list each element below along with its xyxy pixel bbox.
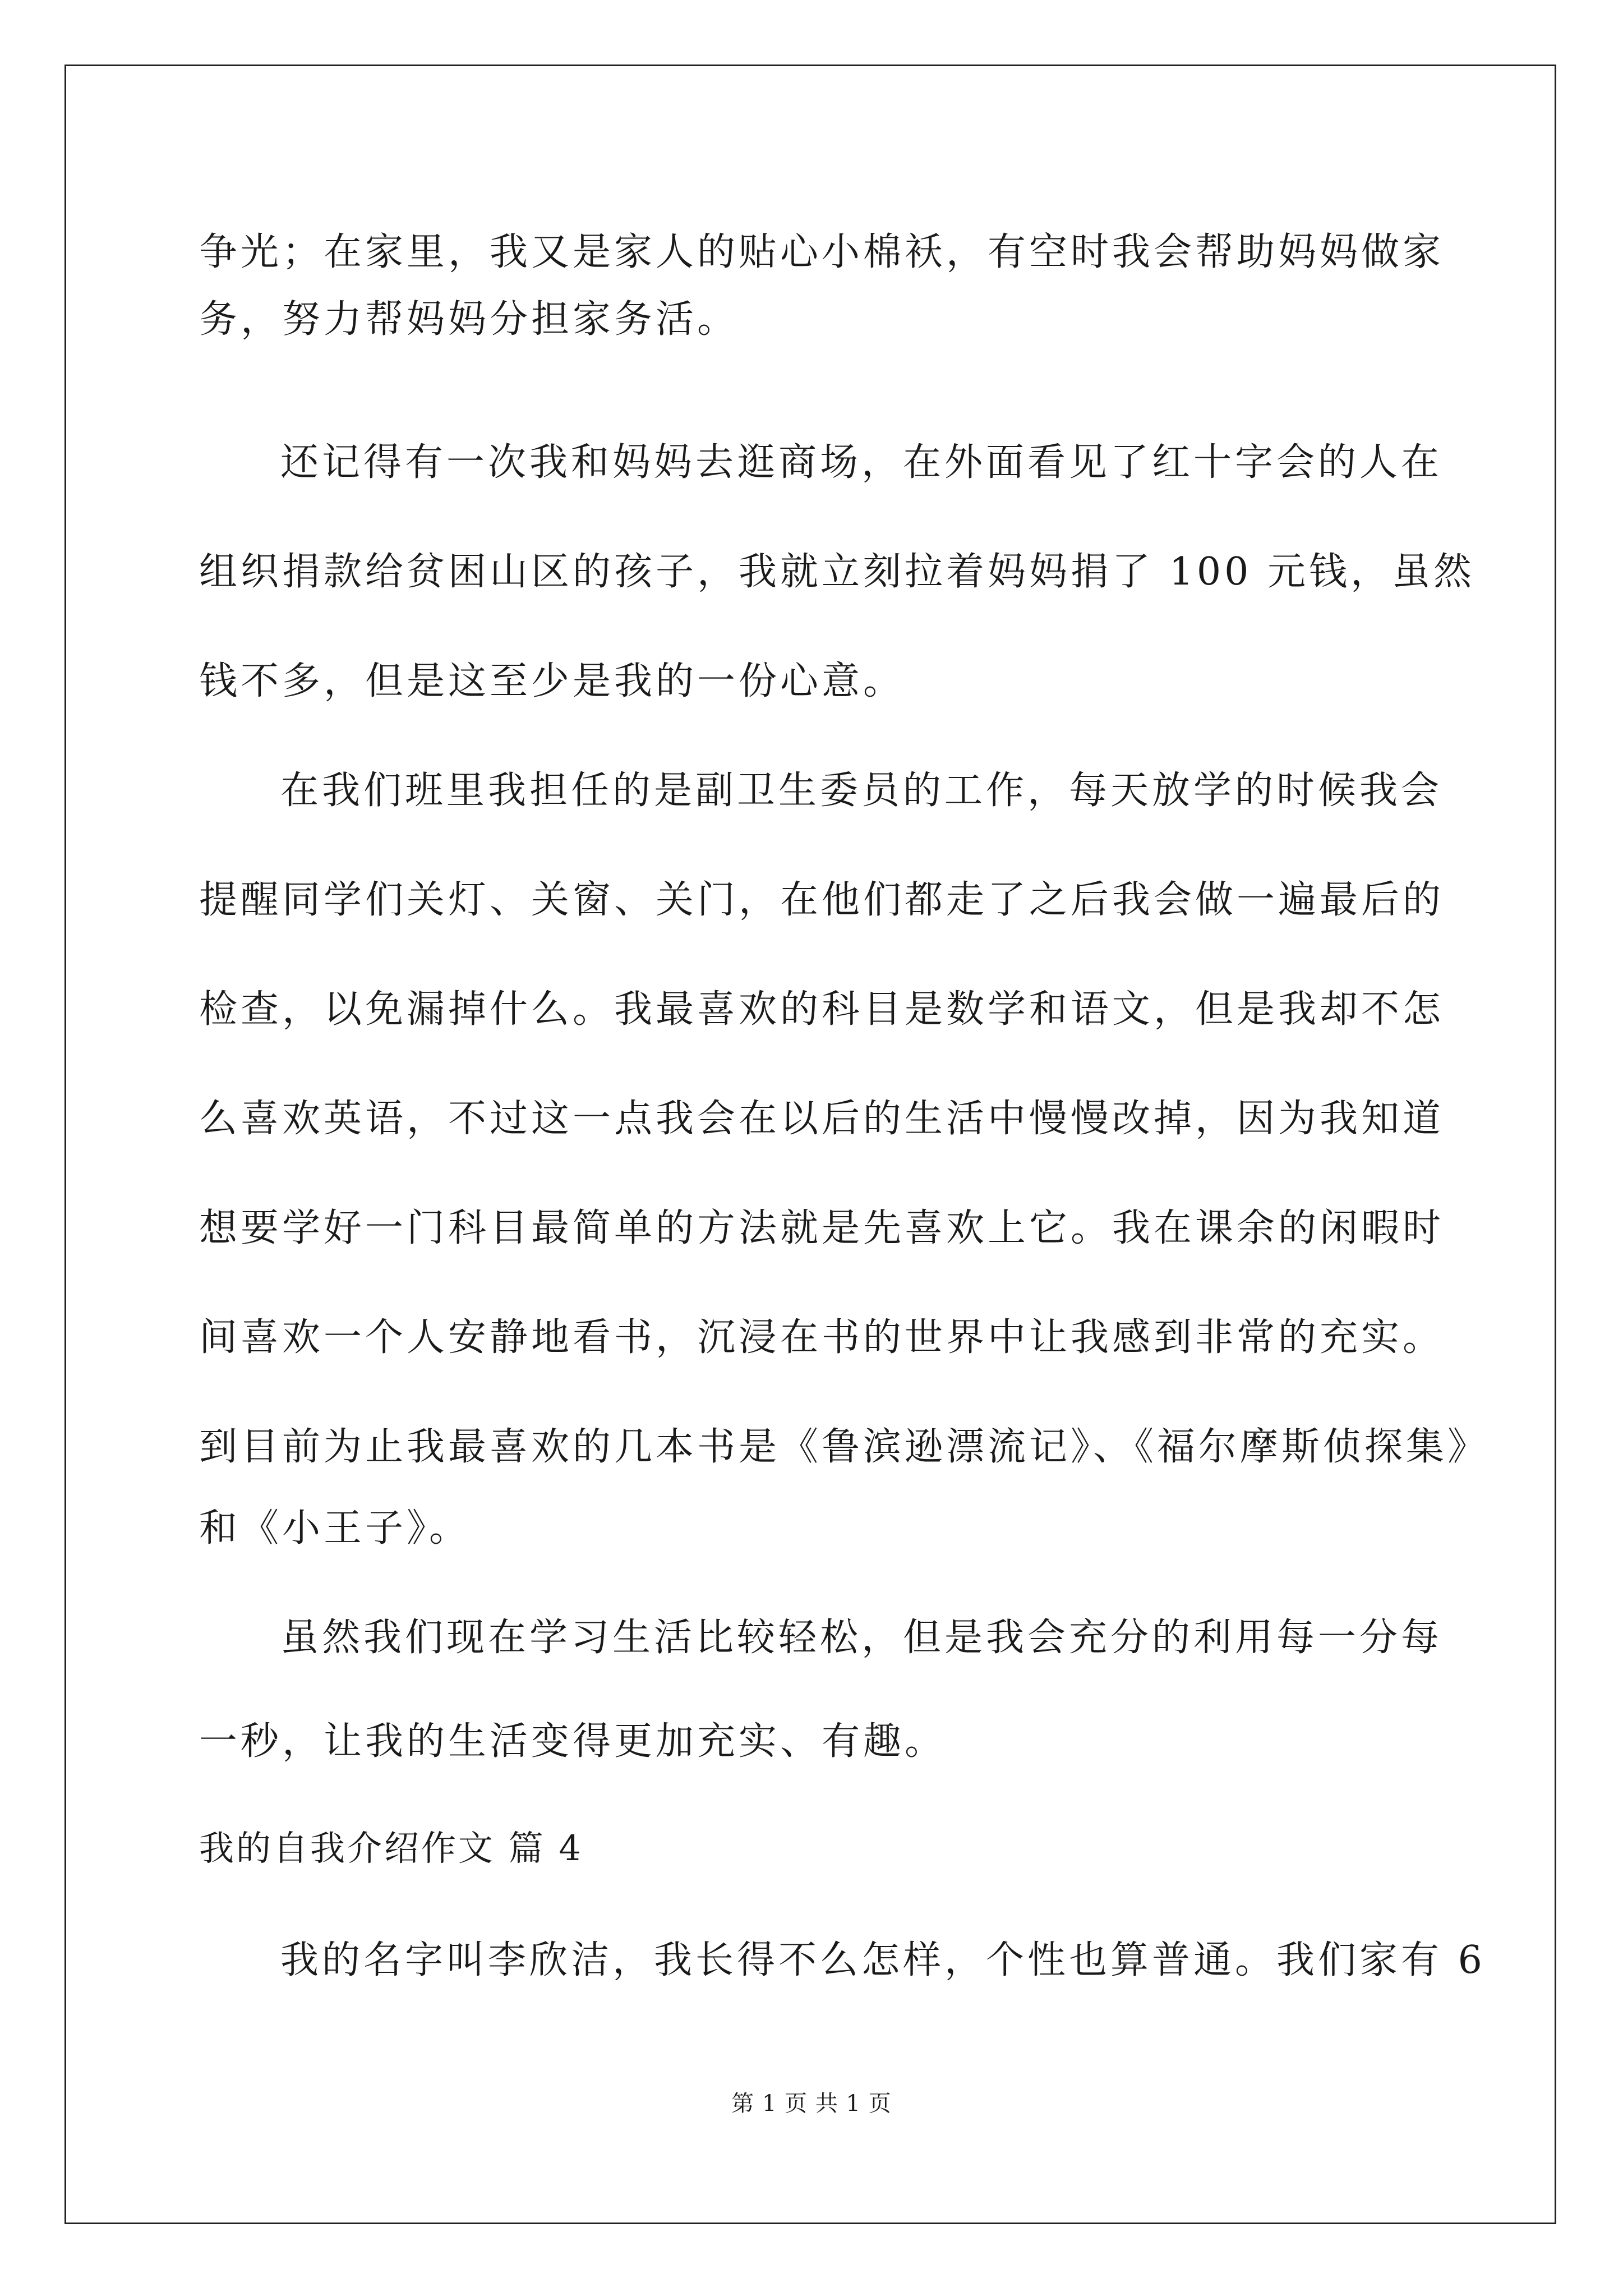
- paragraph-line: 虽然我们现在学习生活比较轻松，但是我会充分的利用每一分每: [280, 1616, 1443, 1660]
- paragraph-line: 么喜欢英语，不过这一点我会在以后的生活中慢慢改掉，因为我知道: [199, 1097, 1445, 1141]
- paragraph-line: 和《小王子》。: [199, 1506, 471, 1550]
- paragraph-line: 检查，以免漏掉什么。我最喜欢的科目是数学和语文，但是我却不怎: [199, 987, 1445, 1032]
- paragraph-line: 想要学好一门科目最简单的方法就是先喜欢上它。我在课余的闲暇时: [199, 1206, 1445, 1250]
- paragraph-line: 间喜欢一个人安静地看书，沉浸在书的世界中让我感到非常的充实。: [199, 1315, 1445, 1360]
- paragraph-line: 还记得有一次我和妈妈去逛商场，在外面看见了红十字会的人在: [280, 440, 1443, 485]
- paragraph-line: 提醒同学们关灯、关窗、关门，在他们都走了之后我会做一遍最后的: [199, 878, 1445, 922]
- paragraph-line: 到目前为止我最喜欢的几本书是《鲁滨逊漂流记》、《福尔摩斯侦探集》: [199, 1425, 1490, 1469]
- paragraph-line: 在我们班里我担任的是副卫生委员的工作，每天放学的时候我会: [280, 769, 1443, 813]
- page-footer: 第 1 页 共 1 页: [731, 2091, 892, 2116]
- paragraph-line: 一秒，让我的生活变得更加充实、有趣。: [199, 1719, 947, 1764]
- section-heading: 我的自我介绍作文 篇 4: [199, 1828, 583, 1869]
- paragraph-line: 争光；在家里，我又是家人的贴心小棉袄，有空时我会帮助妈妈做家: [199, 230, 1445, 274]
- paragraph-line: 务，努力帮妈妈分担家务活。: [199, 297, 739, 342]
- page-border: [64, 65, 1556, 2224]
- paragraph-line: 我的名字叫李欣洁，我长得不么怎样，个性也算普通。我们家有 6: [280, 1938, 1486, 1982]
- paragraph-line: 钱不多，但是这至少是我的一份心意。: [199, 659, 905, 703]
- paragraph-line: 组织捐款给贫困山区的孩子，我就立刻拉着妈妈捐了 100 元钱，虽然: [199, 550, 1476, 594]
